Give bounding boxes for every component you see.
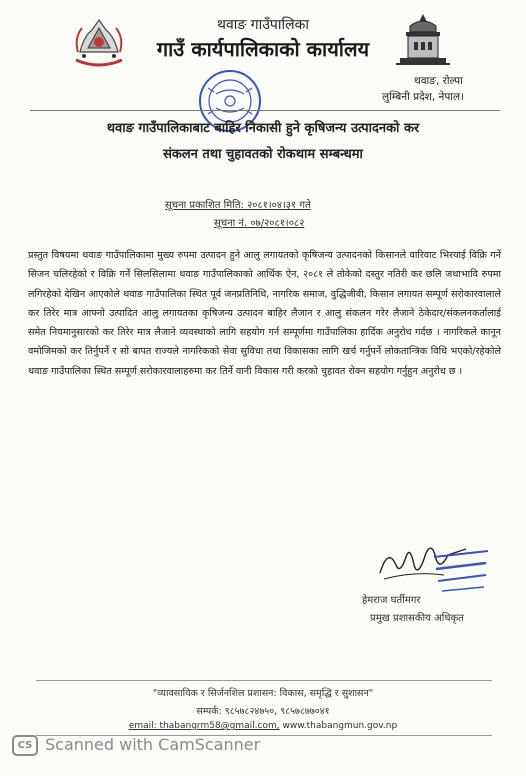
footer-motto: "व्यावसायिक र सिर्जनशिल प्रशासन: विकास, समृद्धि र सुशासन" — [152, 688, 374, 699]
footer-phone: सम्पर्क: ९८५७८२४७५०, ९८५७८७७०४१ — [196, 706, 330, 717]
camscanner-watermark — [12, 735, 260, 756]
subject-line-2: संकलन तथा चुहावतको रोकथाम सम्बन्धमा — [163, 147, 363, 162]
notice-number: सूचना नं. ०७/२०८१।०८२ — [214, 218, 305, 229]
footer-divider-top — [36, 680, 492, 681]
signer-name: हेमराज घर्तीमगर — [362, 595, 421, 606]
header-divider — [30, 110, 500, 111]
footer-contact — [0, 721, 526, 731]
subject-line-1: थवाङ गाउँपालिकाबाट बाहिर निकासी हुने कृषिजन्य उत्पादनको कर — [106, 121, 420, 136]
office-title: गाउँ कार्यपालिकाको कार्यालय — [156, 37, 370, 61]
camscanner-logo-icon: CS — [12, 735, 38, 756]
address-line-1: थवाङ, रोल्पा — [414, 75, 463, 87]
footer-email-link[interactable]: email: thabangrm58@gmail.com, — [128, 721, 280, 731]
footer-website-link[interactable]: www.thabangmun.gov.np — [282, 721, 398, 731]
signer-title: प्रमुख प्रशासकीय अधिकृत — [370, 613, 464, 624]
official-signature-stamp-icon — [428, 547, 492, 595]
notice-body: प्रस्तुत विषयमा थवाङ गाउँपालिकामा मुख्य रुपमा उत्पादन हुने आलु लगायतको कृषिजन्य उत्पादनको किसानले वारिवाट भिरयाई विक्रि गर्ने सिजन चलिरहेको र विक्रि गर्ने सिलसिलामा थवाङ गाउँपालिकाको आर्थिक ऐन, २०८१ ले तोकेको दस्तुर नतिरी कर छलि जथाभावि रुपमा लगिरहेको देखिन आएकोले थवाङ गाउँपालिका स्थित पूर्व जनप्रतिनिधि, नागरिक समाज, वुद्धिजीवी, किसान लगायत सम्पूर्ण सरोकारवालाले कर तिरेर मात्र आफ्नो उत्पादित आलु लगायतका कृषिजन्य उत्पादन बाहिर लैजान र आलु संकलन गरेर लैजाने ठेकेदार/संकलनकर्तालाई समेत नियमानुसारको कर तिरेर मात्र लैजाने व्यवस्थाको लागि सहयोग गर्न सम्पूर्णमा गाउँपालिका हार्दिक अनुरोध गर्दछ । नागरिकले कानून वमोजिमको कर तिर्नुपर्ने र सो बापत राज्यले नागरिकको सेवा सुविधा तथा विकासका लागि खर्च गर्नुपर्ने लोकतान्त्रिक विधि भएको/रहेकोले थवाङ गाउँपालिका स्थित सम्पूर्ण सरोकारवालाहरुमा कर तिर्ने वानी विकास गरी करको चुहावत रोक्न सहयोग गर्नुहुन अनुरोध छ । — [28, 250, 501, 377]
watermark-label: Scanned with CamScanner — [45, 735, 261, 754]
address-line-2: लुम्बिनी प्रदेश, नेपाल। — [382, 91, 465, 103]
office-name: थवाङ गाउँपालिका — [217, 17, 309, 33]
notice-date: सूचना प्रकाशित मिति: २०८१।०४।३१ गते — [165, 200, 311, 211]
